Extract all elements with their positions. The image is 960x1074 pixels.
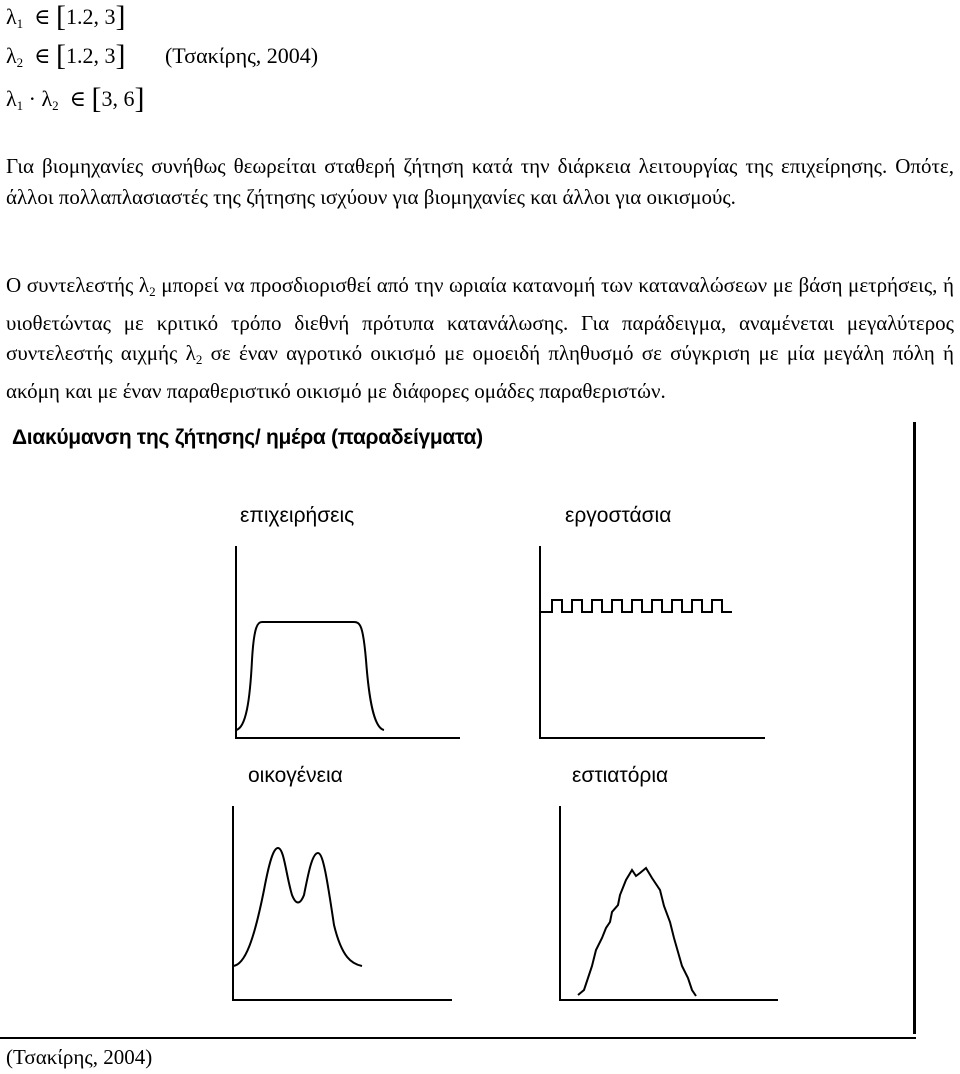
paragraph-text: σε έναν αγροτικό οικισμό με ομοειδή πληθυσμό σε σύγκριση με μία μεγάλη πόλη ή ακόμη και με έναν παραθεριστικό οικισμό με διάφορες ομάδες παραθεριστών. (6, 341, 954, 403)
figure-right-border (913, 422, 916, 1034)
panel-title-factories: εργοστάσια (565, 504, 672, 527)
element-of-symbol: ∈ (34, 4, 51, 29)
restaurants-axes (560, 806, 778, 1000)
restaurants-demand-curve (578, 868, 696, 996)
factories-axes (540, 546, 765, 738)
right-bracket: ] (115, 0, 126, 33)
left-bracket: [ (91, 82, 102, 115)
element-of-symbol: ∈ (69, 86, 86, 111)
factories-demand-curve (540, 600, 732, 612)
subscript: 1 (16, 98, 24, 113)
factories-plot (540, 546, 765, 738)
paragraph-industry-demand: Για βιομηχανίες συνήθως θεωρείται σταθερή ζήτηση κατά την διάρκεια λειτουργίας της επιχείρησης. Οπότε, άλλοι πολλαπλασιαστές της ζήτησης ισχύουν για βιομηχανίες και άλλοι για οικισμούς. (6, 154, 954, 209)
panel-title-family: οικογένεια (248, 764, 343, 787)
inline-citation: (Τσακίρης, 2004) (164, 43, 319, 68)
family-plot (233, 806, 452, 1000)
figure-citation: (Τσακίρης, 2004) (6, 1045, 153, 1069)
left-bracket: [ (55, 39, 66, 72)
subscript: 2 (149, 284, 156, 299)
lambda-symbol: λ (41, 86, 53, 111)
subscript: 2 (52, 98, 59, 113)
lambda-symbol: λ (6, 43, 17, 68)
subscript: 2 (195, 352, 203, 367)
range-value: 1.2, 3 (65, 4, 116, 29)
paragraph-text: μπορεί να προσδιορισθεί από την ωριαία κατανομή των καταναλώσεων με βάση μετρήσεις, ή υιοθετώντας με κριτικό τρόπο διεθνή πρότυπα κατανάλωσης. Για παράδειγμα, αναμένεται μεγαλύτερος συντελεστής αιχμής λ (6, 273, 954, 365)
dot-operator: · (28, 86, 36, 111)
right-bracket: ] (134, 82, 145, 115)
business-plot (236, 546, 460, 738)
business-demand-curve (236, 622, 384, 730)
subscript: 2 (16, 55, 24, 70)
business-axes (236, 546, 460, 738)
restaurants-plot (560, 806, 778, 1000)
left-bracket: [ (55, 0, 66, 33)
element-of-symbol: ∈ (34, 43, 51, 68)
figure-title: Διακύμανση της ζήτησης/ ημέρα (παραδείγματα) (12, 426, 483, 449)
lambda-symbol: λ (6, 86, 17, 111)
family-axes (233, 806, 452, 1000)
subscript: 1 (16, 16, 24, 31)
family-demand-curve (233, 848, 362, 966)
panel-title-business: επιχειρήσεις (240, 504, 355, 527)
lambda-symbol: λ (6, 4, 17, 29)
figure-bottom-border (0, 1037, 916, 1039)
range-value: 3, 6 (101, 86, 135, 111)
right-bracket: ] (115, 39, 126, 72)
range-value: 1.2, 3 (65, 43, 116, 68)
paragraph-text: Ο συντελεστής λ (6, 273, 150, 297)
panel-title-restaurants: εστιατόρια (572, 764, 669, 787)
